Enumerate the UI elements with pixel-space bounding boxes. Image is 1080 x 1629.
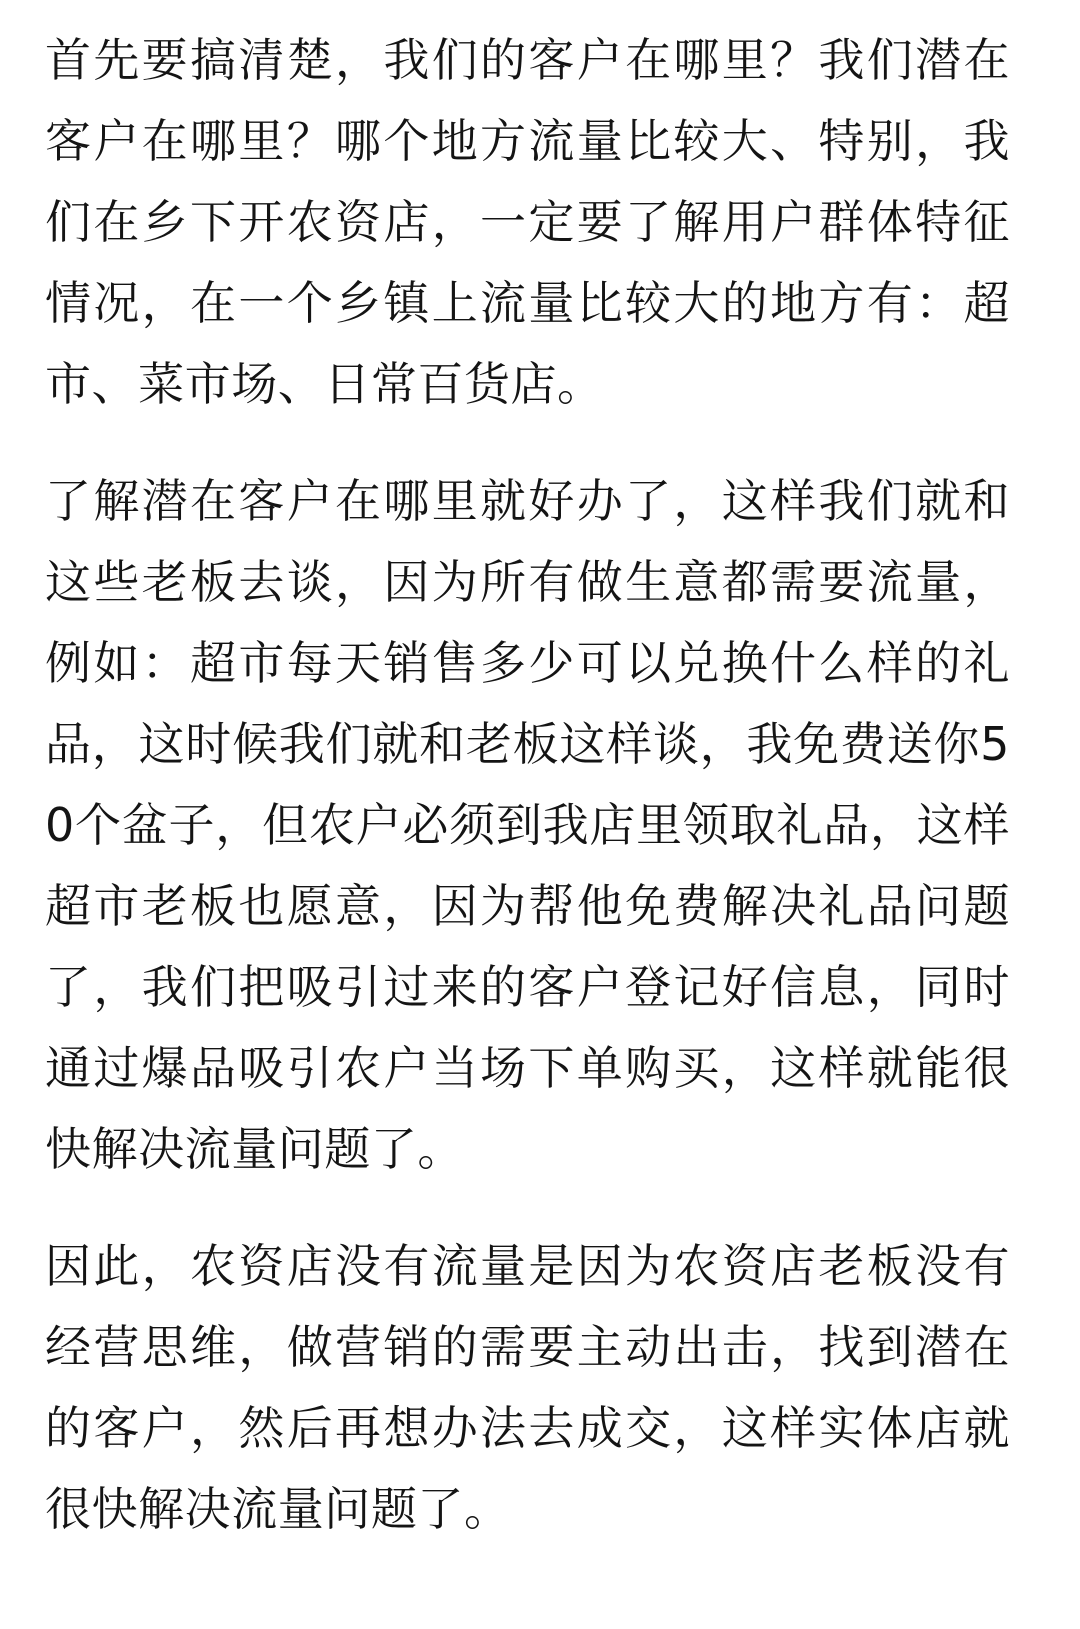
paragraph-1: 首先要搞清楚，我们的客户在哪里？我们潜在客户在哪里？哪个地方流量比较大、特别，我们在乡下开农资店，一定要了解用户群体特征情况，在一个乡镇上流量比较大的地方有：超市、菜市场、日常百货店。 — [45, 33, 1010, 411]
article-body — [45, 20, 1010, 1586]
paragraph-2: 了解潜在客户在哪里就好办了，这样我们就和这些老板去谈，因为所有做生意都需要流量，例如：超市每天销售多少可以兑换什么样的礼品，这时候我们就和老板这样谈，我免费送你50个盆子，但农户必须到我店里领取礼品，这样超市老板也愿意，因为帮他免费解决礼品问题了，我们把吸引过来的客户登记好信息，同时通过爆品吸引农户当场下单购买，这样就能很快解决流量问题了。 — [45, 474, 1010, 1176]
paragraph-3: 因此，农资店没有流量是因为农资店老板没有经营思维，做营销的需要主动出击，找到潜在的客户，然后再想办法去成交，这样实体店就很快解决流量问题了。 — [45, 1239, 1010, 1536]
